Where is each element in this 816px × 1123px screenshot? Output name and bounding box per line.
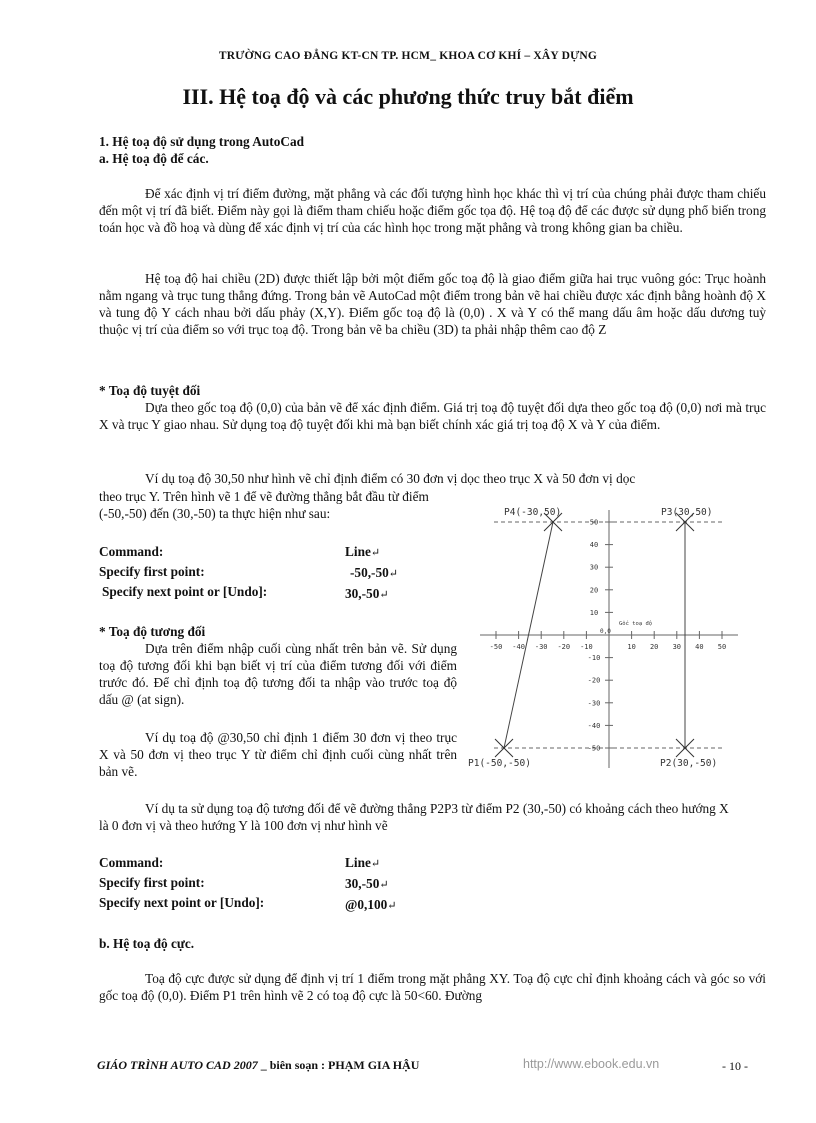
x-tick-label: -20	[557, 643, 571, 651]
return-icon: ↵	[370, 858, 381, 870]
return-icon: ↵	[387, 900, 397, 912]
return-icon: ↵	[379, 589, 389, 601]
footer-book-title: GIÁO TRÌNH AUTO CAD 2007	[97, 1058, 258, 1072]
cmd2-label-first-point: Specify first point:	[99, 875, 205, 890]
command-block-1	[99, 542, 267, 602]
p2-label: P2(30,-50)	[660, 758, 718, 769]
p4-label: P4(-30,50)	[504, 507, 562, 518]
return-icon: ↵	[370, 547, 381, 559]
x-tick-label: 20	[649, 643, 659, 651]
y-tick-label: -40	[587, 721, 601, 730]
cmd2-label-command: Command:	[99, 855, 164, 870]
coordinate-figure	[466, 500, 746, 772]
paragraph-4-line1: Ví dụ toạ độ 30,50 như hình vẽ chỉ định điểm có 30 đơn vị dọc theo trục X và 50 đơn vị dọc	[145, 471, 636, 486]
y-tick-label: -10	[587, 654, 601, 663]
subsection-heading-a: a. Hệ toạ độ để các.	[99, 151, 209, 166]
absolute-coord-heading: * Toạ độ tuyệt đối	[99, 383, 201, 398]
x-tick-label: -40	[512, 643, 525, 651]
subsection-heading-b: b. Hệ toạ độ cực.	[99, 936, 195, 951]
running-header: TRƯỜNG CAO ĐẲNG KT-CN TP. HCM_ KHOA CƠ KHÍ – XÂY DỰNG	[218, 50, 598, 62]
paragraph-5: Dựa trên điểm nhập cuối cùng nhất trên bản vẽ. Sử dụng toạ độ tương đối khi bạn biết vị trí của điểm tương đối với điểm trước đó. Để chỉ định toạ độ tương đối ta nhập vào trước toạ độ dấu @ (at sign).	[99, 641, 457, 707]
paragraph-1: Để xác định vị trí điểm đường, mặt phẳng và các đối tượng hình học khác thì vị trí của chúng phải được tham chiếu đến một vị trí đã biết. Điểm này gọi là điểm tham chiếu hoặc điểm gốc tọa độ. Hệ toạ độ để các được sử dụng phổ biến trong toán học và đồ hoạ và dùng để xác định vị trí của các hình học trong mặt phẳng và trong không gian ba chiều.	[99, 186, 766, 235]
page-number: - 10 -	[722, 1059, 748, 1073]
x-tick-label: -10	[580, 643, 593, 651]
section-heading: 1. Hệ toạ độ sử dụng trong AutoCad	[99, 134, 305, 149]
footer-book	[97, 1058, 419, 1073]
cmd1-value-first-point: -50,-50	[350, 565, 389, 580]
relative-coord-heading: * Toạ độ tương đối	[99, 624, 206, 639]
x-tick-label: 10	[627, 643, 636, 651]
y-tick-label: 10	[589, 608, 599, 617]
cmd2-value-first-point: 30,-50	[345, 876, 380, 891]
y-tick-label: 20	[589, 586, 599, 595]
footer-url[interactable]: http://www.ebook.edu.vn	[523, 1057, 660, 1071]
x-tick-label: 40	[695, 643, 704, 651]
x-tick-label: -50	[489, 643, 503, 651]
y-tick-label: 30	[589, 563, 599, 572]
footer-author: _ biên soạn : PHẠM GIA HẬU	[257, 1058, 420, 1072]
origin-label: Gốc toạ độ	[619, 621, 653, 627]
cmd1-value-next-point: 30,-50	[345, 586, 380, 601]
paragraph-4-rest: theo trục Y. Trên hình vẽ 1 để vẽ đường thẳng bắt đầu từ điểm (-50,-50) đến (30,-50) ta thực hiện như sau:	[99, 489, 429, 521]
command-values-1	[345, 542, 398, 605]
paragraph-8: Toạ độ cực được sử dụng để định vị trí 1 điểm trong mặt phẳng XY. Toạ độ cực chỉ định khoảng cách và góc so với gốc toạ độ (0,0). Điểm P1 trên hình vẽ 2 có toạ độ cực là 50<60. Đường	[99, 971, 766, 1003]
return-icon: ↵	[379, 879, 389, 891]
x-tick-label: -30	[534, 643, 548, 651]
cmd2-value-command: Line	[345, 855, 371, 870]
y-tick-label: -50	[587, 744, 601, 753]
cmd2-value-next-point: @0,100	[345, 897, 388, 912]
paragraph-7: Ví dụ ta sử dụng toạ độ tương đối để vẽ đường thẳng P2P3 từ điểm P2 (30,-50) có khoảng cách theo hướng X là 0 đơn vị và theo hướng Y là 100 đơn vị như hình vẽ	[99, 801, 729, 833]
return-icon: ↵	[388, 568, 398, 580]
p3-label: P3(30,50)	[661, 507, 713, 518]
y-tick-label: 40	[589, 541, 599, 550]
cmd2-label-next-point: Specify next point or [Undo]:	[99, 895, 265, 910]
y-tick-label: 50	[589, 518, 599, 527]
paragraph-2: Hệ toạ độ hai chiều (2D) được thiết lập bởi một điểm gốc toạ độ là giao điểm giữa hai trục vuông góc: Trục hoành nằm ngang và trục tung thẳng đứng. Trong bản vẽ AutoCad một điểm trong bản vẽ hai chiều được xác định bằng hoành độ X và tung độ Y cách nhau bởi dấu phảy (X,Y). Điểm gốc toạ độ là (0,0) . X và Y có thể mang dấu âm hoặc dấu dương tuỳ thuộc vị trí của điểm so với trục toạ độ. Trong bản vẽ ba chiều (3D) ta phải nhập thêm cao độ Z	[99, 271, 766, 337]
x-tick-label: 50	[717, 643, 727, 651]
cmd1-value-command: Line	[345, 544, 371, 559]
cmd1-label-first-point: Specify first point:	[99, 564, 205, 579]
origin-value: 0,0	[600, 628, 611, 635]
x-tick-label: 30	[672, 643, 682, 651]
y-tick-label: -30	[587, 699, 601, 708]
cmd1-label-next-point: Specify next point or [Undo]:	[102, 584, 268, 599]
p1-label: P1(-50,-50)	[468, 758, 531, 769]
page-title: III. Hệ toạ độ và các phương thức truy bắt điểm	[182, 84, 634, 109]
paragraph-3: Dựa theo gốc toạ độ (0,0) của bản vẽ để xác định điểm. Giá trị toạ độ tuyệt đối dựa theo gốc toạ độ (0,0) nơi mà trục X và trục Y giao nhau. Sử dụng toạ độ tuyệt đối khi mà bạn biết chính xác giá trị toạ độ X và Y của điểm.	[99, 400, 766, 432]
y-tick-label: -20	[587, 676, 601, 685]
cmd1-label-command: Command:	[99, 544, 164, 559]
command-block-2	[99, 853, 264, 913]
paragraph-6: Ví dụ toạ độ @30,50 chỉ định 1 điểm 30 đơn vị theo trục X và 50 đơn vị theo trục Y từ điểm chỉ định cuối cùng nhất trên bản vẽ.	[99, 730, 457, 779]
command-values-2	[345, 853, 397, 916]
